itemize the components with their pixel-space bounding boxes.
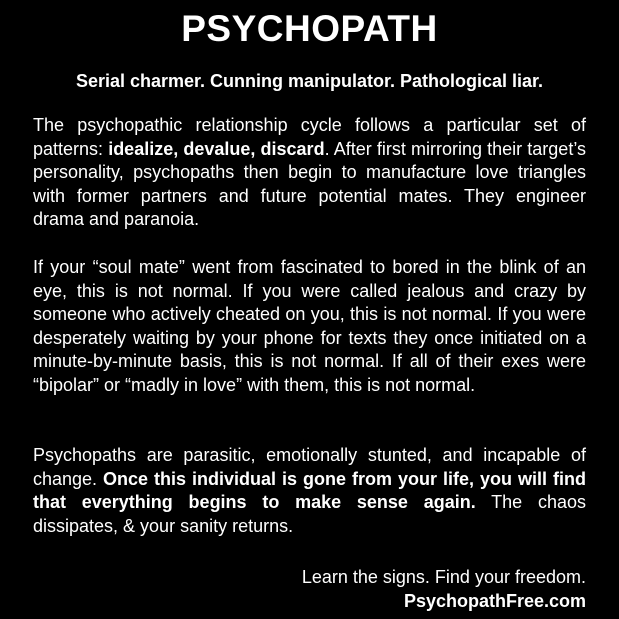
paragraph1-emphasis: idealize, devalue, discard	[108, 138, 325, 159]
footer	[302, 565, 586, 613]
paragraph-conclusion	[33, 444, 586, 538]
paragraph-relationship-cycle	[33, 114, 586, 232]
tagline: Serial charmer. Cunning manipulator. Pathological liar.	[75, 71, 544, 91]
paragraph3-text-end: The chaos dissipates, & your sanity returns.	[33, 492, 586, 536]
poster-title: PSYCHOPATH	[181, 8, 438, 49]
paragraph3-emphasis: Once this individual is gone from your life, you will find that everything begins to make sense again.	[33, 468, 586, 512]
paragraph3-text-start: Psychopaths are parasitic, emotionally stunted, and incapable of change.	[33, 445, 586, 489]
footer-website: PsychopathFree.com	[403, 591, 586, 611]
paragraph1-text-end: . After first mirroring their target’s personality, psychopaths then begin to manufacture love triangles with former partners and future potential mates. They engineer drama and paranoia.	[33, 138, 586, 229]
paragraph1-text-start: The psychopathic relationship cycle follows a particular set of patterns:	[33, 115, 586, 159]
paragraph-warning-signs: If your “soul mate” went from fascinated to bored in the blink of an eye, this is not normal. If you were called jealous and crazy by someone who actively cheated on you, this is not normal. If you were desperately waiting by your phone for texts they once initiated on a minute-by-minute basis, this is not normal. If all of their exes were “bipolar” or “madly in love” with them, this is not normal.	[33, 257, 586, 395]
footer-slogan: Learn the signs. Find your freedom.	[301, 567, 586, 587]
